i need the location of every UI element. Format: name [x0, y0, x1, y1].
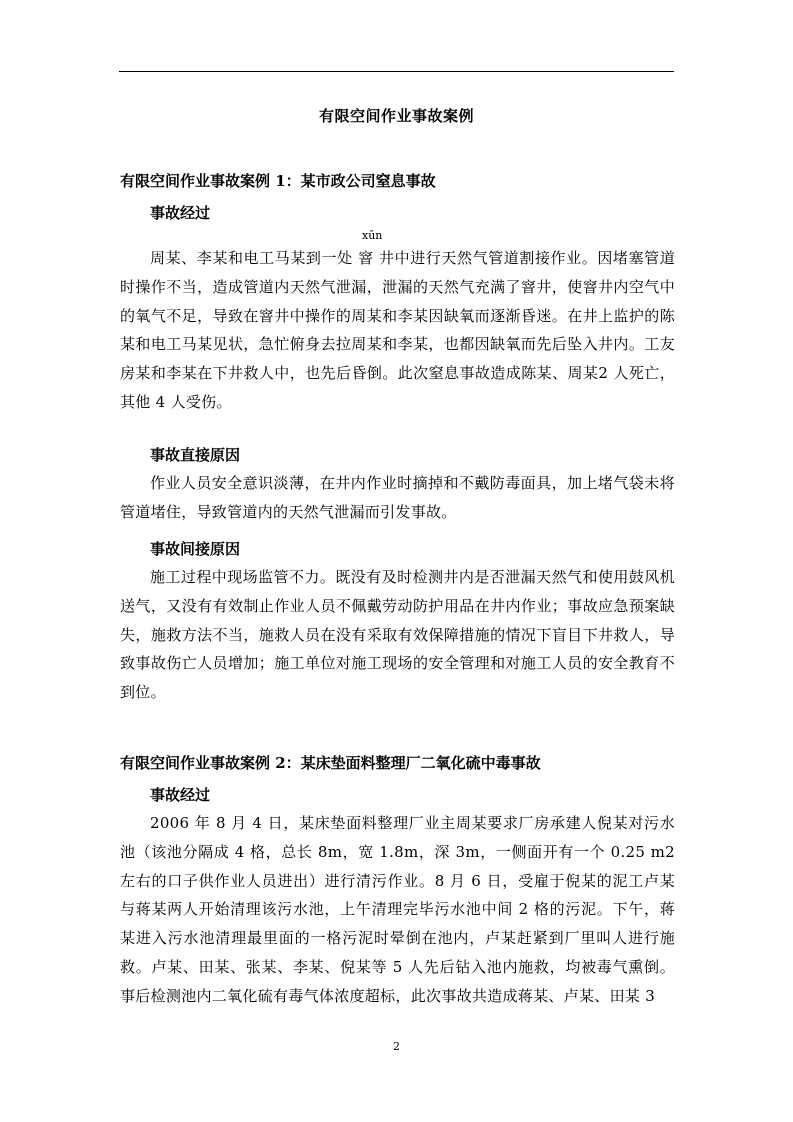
case-1-indirect-cause-text: 施工过程中现场监管不力。既没有及时检测井内是否泄漏天然气和使用鼓风机送气，又没有有效制止作业人员不佩戴劳动防护用品在井内作业；事故应急预案缺失，施救方法不当，施救人员在没有采取有效保障措施的情况下盲目下井救人，导致事故伤亡人员增加；施工单位对施工现场的安全管理和对施工人员的安全教育不到位。: [120, 568, 675, 702]
header-rule: [119, 71, 674, 72]
pinyin-annotation: xūn: [362, 229, 383, 242]
case-1-direct-cause-subheading: 事故直接原因: [150, 446, 241, 464]
page-number: 2: [393, 1040, 400, 1053]
case-1-heading: 有限空间作业事故案例 1：某市政公司窒息事故: [120, 172, 436, 190]
case-1-process-text: 周某、李某和电工马某到一处 窨 井中进行天然气管道割接作业。因堵塞管道时操作不当，造成管道内天然气泄漏，泄漏的天然气充满了窨井，使窨井内空气中的氧气不足，导致在窨井中操作的周某和李某因缺氧而逐渐昏迷。在井上监护的陈某和电工马某见状，急忙俯身去拉周某和李某，也都因缺氧而先后坠入井内。工友房某和李某在下井救人中，也先后昏倒。此次窒息事故造成陈某、周某2 人死亡，其他 4 人受伤。: [120, 249, 675, 411]
document-title: 有限空间作业事故案例: [318, 107, 474, 125]
case-2-heading: 有限空间作业事故案例 2：某床垫面料整理厂二氧化硫中毒事故: [120, 754, 541, 772]
case-1-process-subheading: 事故经过: [150, 204, 211, 222]
case-2-process-subheading: 事故经过: [150, 786, 211, 804]
case-1-indirect-cause-subheading: 事故间接原因: [150, 540, 241, 558]
case-2-process-text: 2006 年 8 月 4 日，某床垫面料整理厂业主周某要求厂房承建人倪某对污水池（该池分隔成 4 格，总长 8m，宽 1.8m，深 3m，一侧面开有一个 0.25 m2 左右的口子供作业人员进出）进行清污作业。8 月 6 日，受雇于倪某的泥工卢某与蒋某两人开始清理该污水池，上午清理完毕污水池中间 2 格的污泥。下午，蒋某进入污水池清理最里面的一格污泥时晕倒在池内，卢某赶紧到厂里叫人进行施救。卢某、田某、张某、李某、倪某等 5 人先后钻入池内施救，均被毒气熏倒。事后检测池内二氧化硫有毒气体浓度超标，此次事故共造成蒋某、卢某、田某 3: [120, 814, 675, 1005]
case-1-direct-cause-text: 作业人员安全意识淡薄，在井内作业时摘掉和不戴防毒面具，加上堵气袋未将管道堵住，导致管道内的天然气泄漏而引发事故。: [120, 474, 675, 521]
